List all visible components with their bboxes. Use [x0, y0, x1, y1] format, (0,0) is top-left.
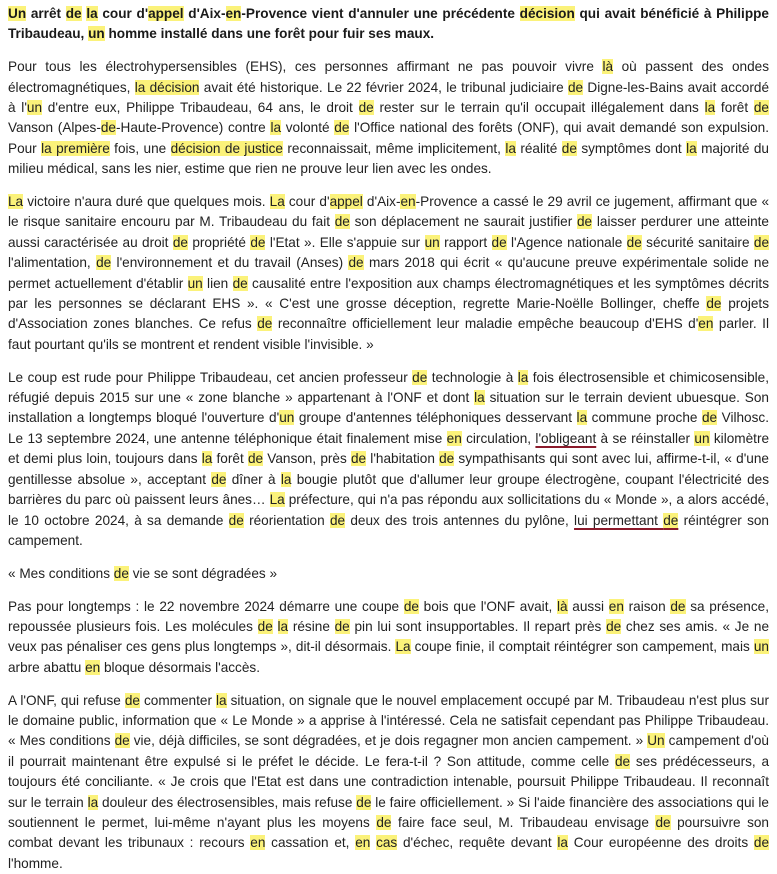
highlighted-word: la	[505, 140, 516, 156]
highlighted-word: de	[358, 100, 374, 116]
highlighted-word: de	[626, 234, 642, 250]
highlighted-word: la	[704, 100, 716, 116]
highlighted-word: la	[277, 618, 289, 634]
highlighted-word: un	[694, 430, 710, 446]
highlighted-word: la	[557, 835, 568, 851]
highlighted-word: en	[355, 835, 371, 851]
highlighted-word: de	[65, 6, 82, 21]
paragraph-5: A l'ONF, qui refuse de commenter la situation, on signale que le nouvel emplacement occupé par M. Tribaudeau n'est plus sur le domaine public, information que « Le Monde » a apprise à l'intéressé. Cela ne satisfait cependant pas Philippe Tribaudeau. « Mes conditions de vie, déjà difficiles, se sont dégradées, et je dois regagner mon ancien campement. » Un campement d'où il pourrait maintenant être expulsé si le préfet le décide. Le fera-t-il ? Son attitude, comme celle de ses prédécesseurs, a toujours été conciliante. « Je crois que l'Etat est dans une contradiction intenable, poursuit Philippe Tribaudeau. Il reconnaît sur le terrain la douleur des électrosensibles, mais refuse de le faire officiellement. » Si l'aide financière des associations qui le soutiennent le permet, lui-même n'ayant plus les moyens de faire face seul, M. Tribaudeau envisage de poursuivre son combat devant les tribunaux : recours en cassation et, en cas d'échec, requête devant la Cour européenne des droits de l'homme.	[8, 692, 770, 871]
highlighted-word: en	[608, 598, 624, 614]
highlighted-word: un	[88, 26, 105, 42]
highlighted-word: en	[85, 659, 101, 675]
lead-paragraph: Un arrêt de la cour d'appel d'Aix-en-Provence vient d'annuler une précédente décision qui avait bénéficié à Philippe Tribaudeau, un homme installé dans une forêt pour fuir ses maux.	[8, 6, 769, 42]
highlighted-word: de	[232, 275, 248, 291]
highlighted-word: en	[400, 194, 416, 210]
highlighted-word: la première	[41, 140, 110, 156]
highlighted-word: la	[216, 692, 227, 708]
highlighted-word: appel	[148, 6, 184, 21]
highlighted-word: La	[269, 194, 285, 210]
paragraph-1: Pour tous les électrohypersensibles (EHS), ces personnes affirmant ne pas pouvoir vivre là où passent des ondes électromagnétiques, la décision avait été historique. Le 22 février 2024, le tribunal judiciaire de Digne-les-Bains avait accordé à l'un d'entre eux, Philippe Tribaudeau, 64 ans, le droit de rester sur le terrain qu'il occupait illégalement dans la forêt de Vanson (Alpes-de-Haute-Provence) contre la volonté de l'Office national des forêts (ONF), qui avait demandé son expulsion. Pour la première fois, une décision de justice reconnaissait, même implicitement, la réalité de symptômes dont la majorité du milieu médical, sans les nier, estime que rien ne prouve leur lien avec les ondes.	[8, 59, 770, 177]
highlighted-word: appel	[329, 194, 363, 210]
highlighted-word: de	[257, 618, 273, 634]
highlighted-word: la	[270, 120, 282, 136]
highlighted-word: de	[350, 451, 367, 467]
highlighted-word: de	[96, 255, 112, 271]
highlighted-word: en	[446, 430, 462, 446]
highlighted-word: de	[412, 369, 428, 385]
highlighted-word: la	[201, 451, 213, 467]
highlighted-word: de	[753, 835, 770, 851]
highlighted-word: La	[395, 639, 411, 655]
highlighted-word: la	[86, 6, 98, 21]
highlighted-word: de	[100, 120, 116, 136]
highlighted-word: un	[424, 234, 440, 250]
highlighted-word: de	[614, 753, 631, 769]
underlined-phrase: l'obligeant	[535, 430, 597, 446]
highlighted-word: de	[491, 234, 507, 250]
highlighted-word: la décision	[134, 79, 200, 95]
paragraph-3: Le coup est rude pour Philippe Tribaudeau, cet ancien professeur de technologie à la fois électrosensible et chimicosensible, réfugié depuis 2015 sur une « zone blanche » appartenant à l'ONF et dont la situation sur le terrain devient ubuesque. Son installation a longtemps bloqué l'ouverture d'un groupe d'antennes téléphoniques desservant la commune proche de Vilhosc. Le 13 septembre 2024, une antenne téléphonique était finalement mise en circulation, l'obligeant à se réinstaller un kilomètre et demi plus loin, toujours dans la forêt de Vanson, près de l'habitation de sympathisants qui sont avec lui, affirme-t-il, « d'une gentillesse absolue », acceptant de dîner à la bougie plutôt que d'allumer leur groupe électrogène, coupant l'électricité des barrières du parc où paissent leurs ânes… La préfecture, qui n'a pas répondu aux sollicitations du « Monde », a alors accédé, le 10 octobre 2024, à sa demande de réorientation de deux des trois antennes du pylône, lui permettant de réintégrer son campement.	[8, 369, 770, 548]
highlighted-word: de	[228, 512, 244, 528]
highlighted-word: de	[348, 255, 364, 271]
highlighted-word: cas	[376, 835, 398, 851]
highlighted-word: de	[356, 794, 372, 810]
highlighted-word: de	[753, 100, 769, 116]
highlighted-word: la	[474, 390, 485, 406]
highlighted-word: de	[250, 234, 266, 250]
highlighted-word: de	[706, 296, 722, 312]
highlighted-word: de	[663, 512, 679, 528]
highlighted-word: de	[753, 234, 770, 250]
highlighted-word: en	[250, 835, 266, 851]
highlighted-word: un	[753, 639, 769, 655]
highlighted-word: un	[279, 410, 295, 426]
highlighted-word: de	[334, 120, 350, 136]
highlighted-word: de	[334, 214, 350, 230]
highlighted-word: de	[172, 234, 188, 250]
highlighted-word: de	[567, 79, 584, 95]
highlighted-word: Un	[647, 733, 665, 749]
highlighted-word: en	[225, 6, 242, 21]
highlighted-word: là	[602, 59, 614, 75]
paragraph-4: Pas pour longtemps : le 22 novembre 2024 démarre une coupe de bois que l'ONF avait, là aussi en raison de sa présence, repoussée plusieurs fois. Les molécules de la résine de pin lui sont insupportables. Il repart près de chez ses amis. « Je ne veux pas pénaliser ces gens plus longtemps », dit-il désormais. La coupe finie, il comptait réintégrer son campement, mais un arbre abattu en bloque désormais l'accès.	[8, 598, 770, 675]
highlighted-word: la	[87, 794, 99, 810]
highlighted-word: de	[113, 565, 129, 581]
highlighted-word: de	[334, 618, 350, 634]
highlighted-word: Un	[8, 6, 27, 21]
paragraph-2: La victoire n'aura duré que quelques mois. La cour d'appel d'Aix-en-Provence a cassé le 29 avril ce jugement, affirmant que « le risque sanitaire encouru par M. Tribaudeau du fait de son déplacement ne saurait justifier de laisser perdurer une atteinte aussi caractérisée au droit de propriété de l'Etat ». Elle s'appuie sur un rapport de l'Agence nationale de sécurité sanitaire de l'alimentation, de l'environnement et du travail (Anses) de mars 2018 qui écrit « qu'aucune preuve expérimentale solide ne permet actuellement d'établir un lien de causalité entre l'exposition aux champs électromagnétiques et les symptômes décrits par les personnes se déclarant EHS ». « C'est une grosse déception, regrette Marie-Noëlle Bollinger, cheffe de projets d'Association zones blanches. Ce refus de reconnaître officiellement leur maladie empêche beaucoup d'EHS d'en parler. Il faut pourtant qu'ils se montrent et rendent visible l'invisible. »	[8, 194, 770, 352]
highlighted-word: décision	[519, 6, 575, 21]
highlighted-word: de	[247, 451, 264, 467]
highlighted-word: la	[686, 140, 697, 156]
highlighted-word: La	[269, 492, 285, 508]
highlighted-word: la	[517, 369, 529, 385]
highlighted-word: de	[655, 814, 671, 830]
highlighted-word: de	[329, 512, 346, 528]
highlighted-word: là	[556, 598, 568, 614]
highlighted-word: en	[698, 316, 714, 332]
highlighted-word: de	[114, 733, 130, 749]
highlighted-word: de	[606, 618, 622, 634]
highlighted-word: de	[577, 214, 593, 230]
highlighted-word: de	[124, 692, 140, 708]
highlighted-word: de	[439, 451, 455, 467]
underlined-phrase: lui permettant de	[574, 512, 679, 528]
highlighted-word: de	[701, 410, 718, 426]
highlighted-word: de	[376, 814, 392, 830]
highlighted-word: décision de justice	[170, 140, 283, 156]
highlighted-word: la	[576, 410, 588, 426]
highlighted-word: un	[26, 100, 43, 116]
highlighted-word: un	[187, 275, 203, 291]
highlighted-word: La	[8, 194, 24, 210]
highlighted-word: de	[257, 316, 273, 332]
highlighted-word: la	[280, 471, 292, 487]
highlighted-word: de	[670, 598, 686, 614]
quote-paragraph: « Mes conditions de vie se sont dégradées »	[8, 565, 278, 581]
highlighted-word: de	[211, 471, 227, 487]
highlighted-word: de	[403, 598, 419, 614]
highlighted-word: de	[561, 140, 577, 156]
